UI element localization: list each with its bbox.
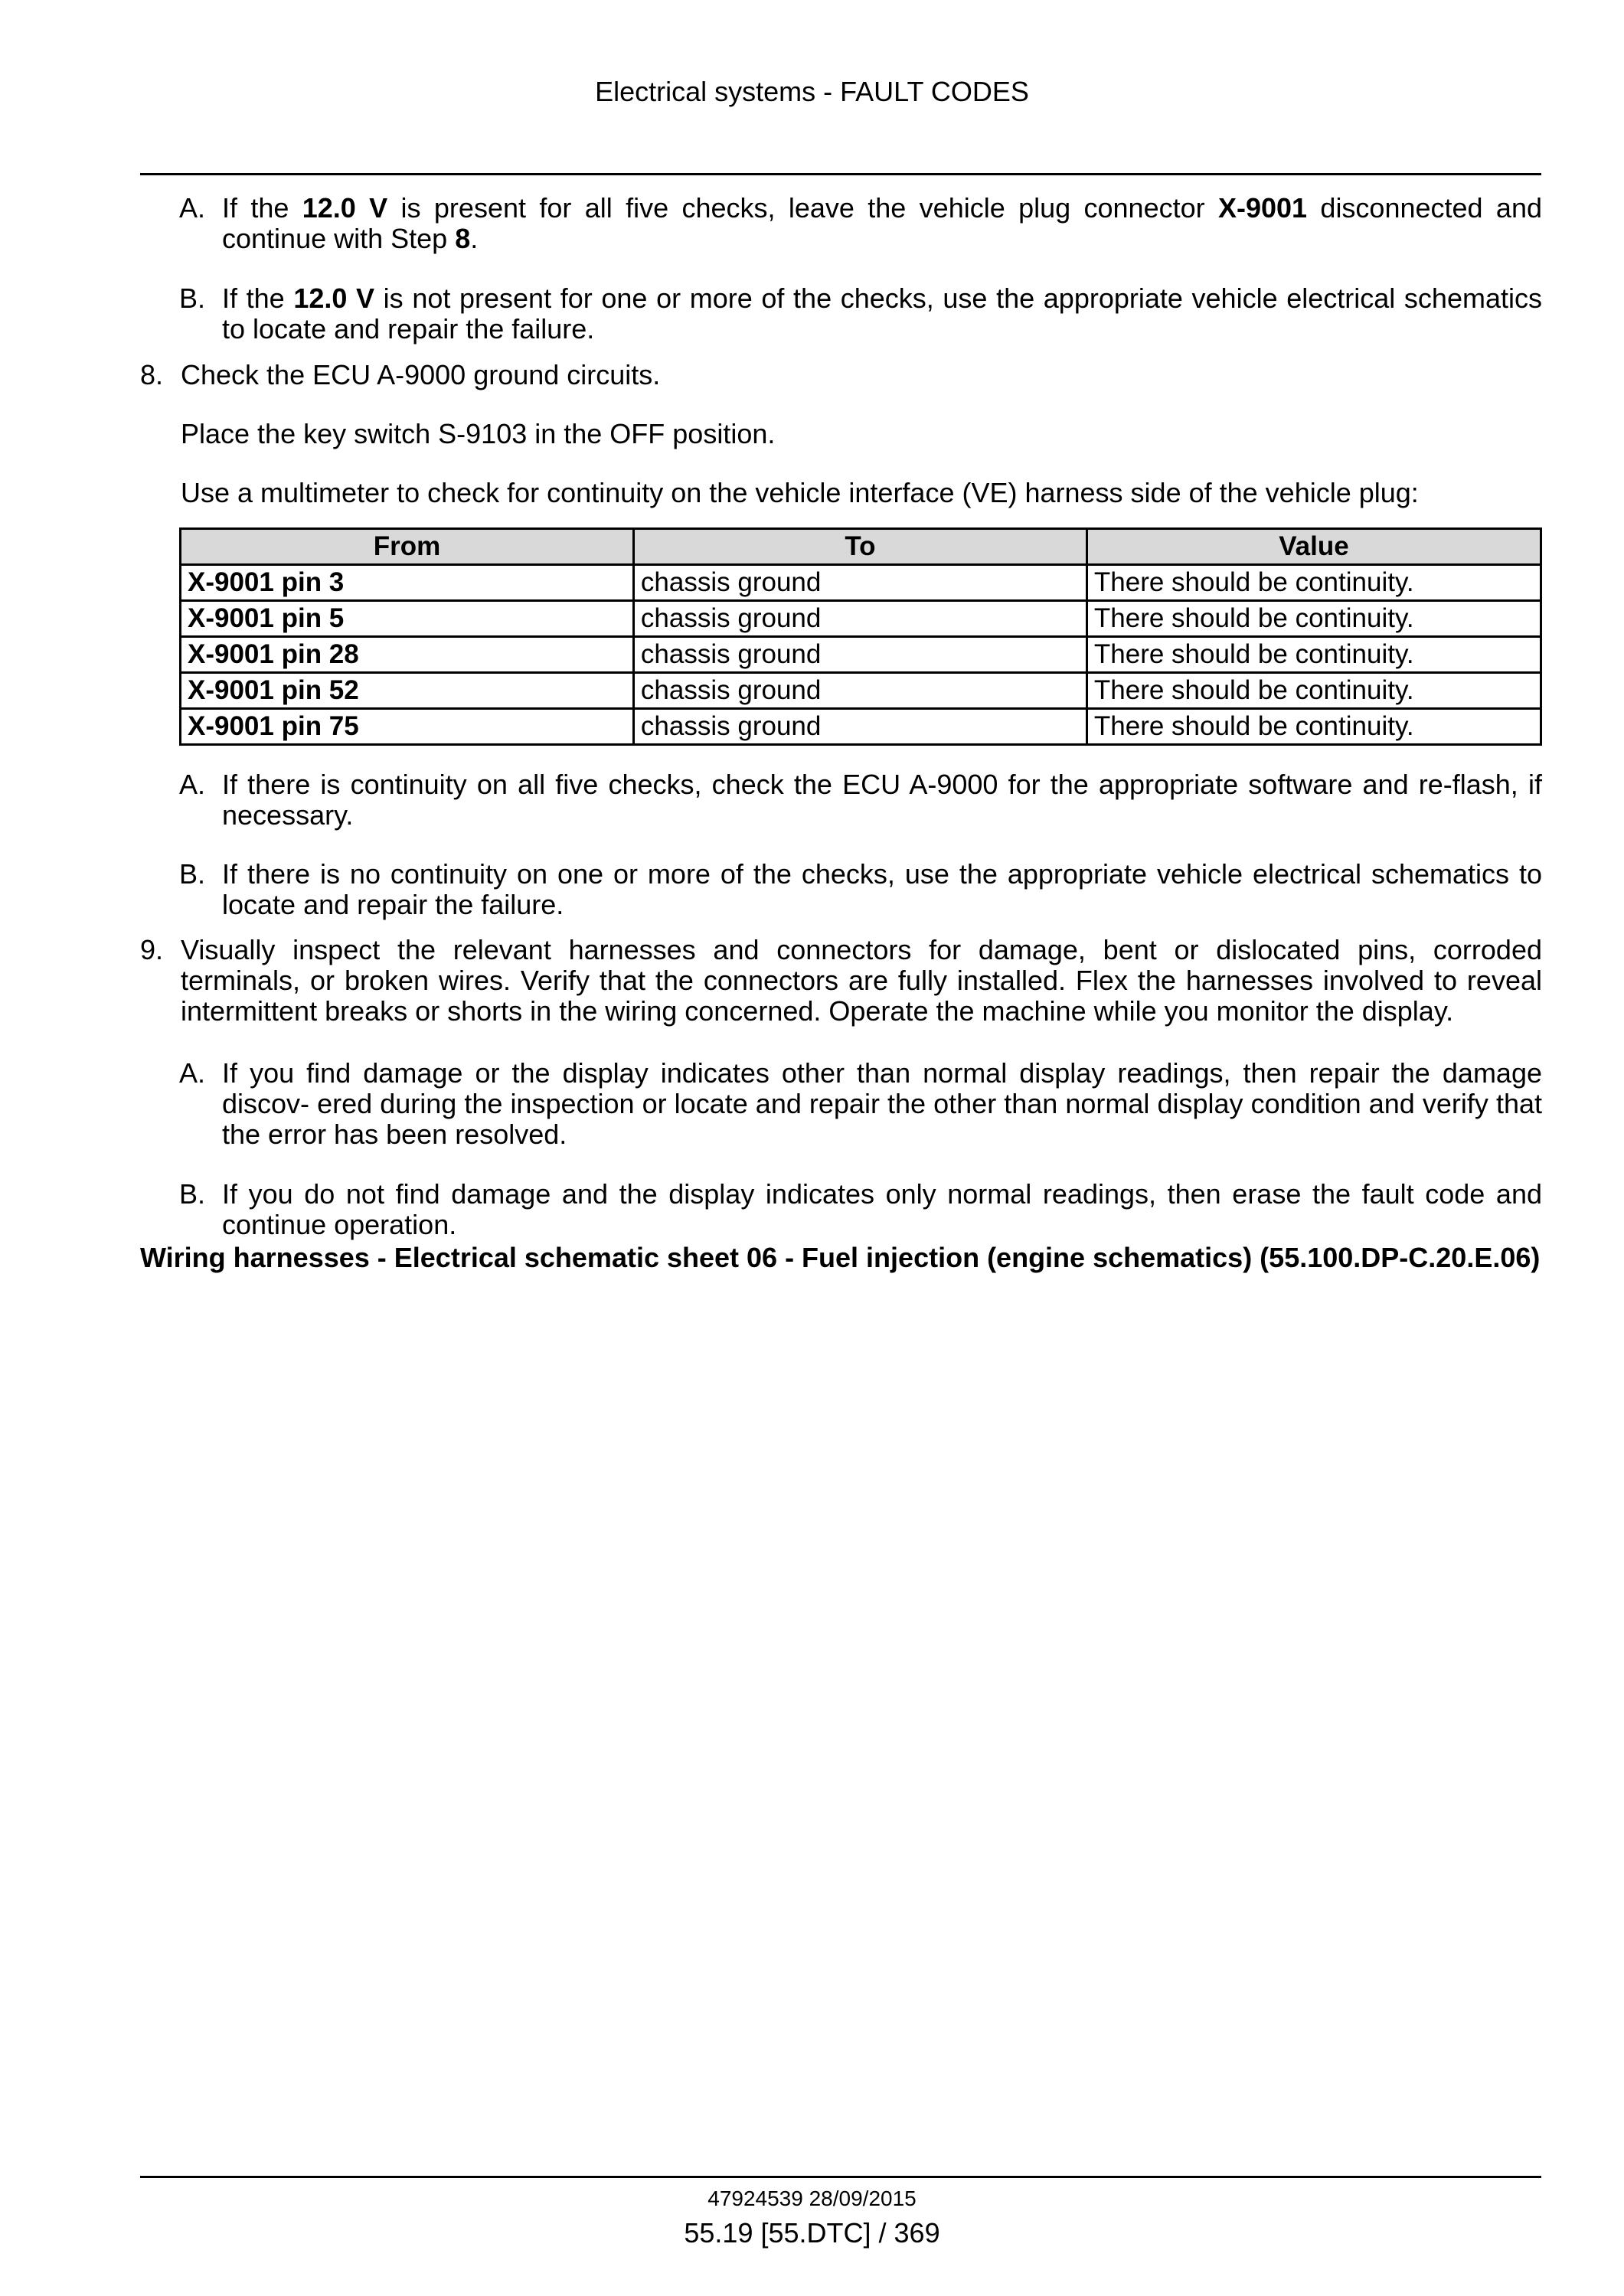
step9-a-marker: A. <box>179 1057 206 1089</box>
table-cell-value: There should be continuity. <box>1086 637 1541 673</box>
footer-document-id: 47924539 28/09/2015 <box>707 2187 917 2210</box>
table-cell-value: There should be continuity. <box>1086 709 1541 745</box>
table-header-value: Value <box>1086 529 1541 565</box>
table-cell-to: chassis ground <box>633 565 1086 601</box>
table-cell-from: X-9001 pin 75 <box>181 709 634 745</box>
footer-page-number: 55.19 [55.DTC] / 369 <box>684 2217 940 2249</box>
table-row <box>181 601 1541 637</box>
step9-b-marker: B. <box>179 1178 206 1210</box>
step9-text: Visually inspect the relevant harnesses and connectors for damage, bent or dislocated pins, corroded terminals, or broken wires. Verify that the connectors are fully installed. Flex the harnesses involved to reveal intermittent breaks or shorts in the wiring concerned. Operate the machine while you monitor the display. <box>181 934 1542 1027</box>
step8-para2: Use a multimeter to check for continuity on the vehicle interface (VE) harness side of the vehicle plug: <box>181 477 1419 508</box>
table-cell-value: There should be continuity. <box>1086 601 1541 637</box>
schematic-reference-link[interactable]: Wiring harnesses - Electrical schematic sheet 06 - Fuel injection (engine schematics) (55.100.DP-C.20.E.06) <box>140 1242 1541 1273</box>
page-header-title: Electrical systems - FAULT CODES <box>595 76 1029 107</box>
table-row <box>181 673 1541 709</box>
footer-rule <box>140 2176 1541 2178</box>
step7-b-marker: B. <box>179 283 206 314</box>
table-cell-to: chassis ground <box>633 637 1086 673</box>
step8-number: 8. <box>140 359 164 390</box>
header-rule <box>140 173 1541 175</box>
step8-a-marker: A. <box>179 769 206 800</box>
table-cell-from: X-9001 pin 5 <box>181 601 634 637</box>
table-cell-from: X-9001 pin 52 <box>181 673 634 709</box>
step8-a-text: If there is continuity on all five checks, check the ECU A-9000 for the appropriate software and re-flash, if necessary. <box>222 769 1542 831</box>
table-row <box>181 637 1541 673</box>
step8-text: Check the ECU A-9000 ground circuits. <box>181 359 661 390</box>
table-cell-to: chassis ground <box>633 709 1086 745</box>
step7-b-text: If the 12.0 V is not present for one or more of the checks, use the appropriate vehicle electrical schematics to locate and repair the failure. <box>222 283 1542 345</box>
step8-b-text: If there is no continuity on one or more of the checks, use the appropriate vehicle electrical schematics to locate and repair the failure. <box>222 858 1542 920</box>
step7-a-text: If the 12.0 V is present for all five checks, leave the vehicle plug connector X-9001 disconnected and continue with Step 8. <box>222 192 1542 254</box>
continuity-table <box>179 527 1542 746</box>
table-cell-from: X-9001 pin 3 <box>181 565 634 601</box>
step8-para1: Place the key switch S-9103 in the OFF position. <box>181 418 776 449</box>
step9-b-text: If you do not find damage and the display indicates only normal readings, then erase the fault code and continue operation. <box>222 1178 1542 1240</box>
table-cell-to: chassis ground <box>633 601 1086 637</box>
table-header-from: From <box>181 529 634 565</box>
table-cell-value: There should be continuity. <box>1086 565 1541 601</box>
step8-b-marker: B. <box>179 858 206 890</box>
table-header-to: To <box>633 529 1086 565</box>
table-row <box>181 709 1541 745</box>
table-header-row <box>181 529 1541 565</box>
table-cell-to: chassis ground <box>633 673 1086 709</box>
step7-a-marker: A. <box>179 192 206 224</box>
step9-number: 9. <box>140 934 164 965</box>
table-cell-value: There should be continuity. <box>1086 673 1541 709</box>
table-row <box>181 565 1541 601</box>
step9-a-text: If you find damage or the display indicates other than normal display readings, then repair the damage discov- ered during the inspection or locate and repair the other than normal display condition and verify that the error has been resolved. <box>222 1057 1542 1150</box>
table-cell-from: X-9001 pin 28 <box>181 637 634 673</box>
